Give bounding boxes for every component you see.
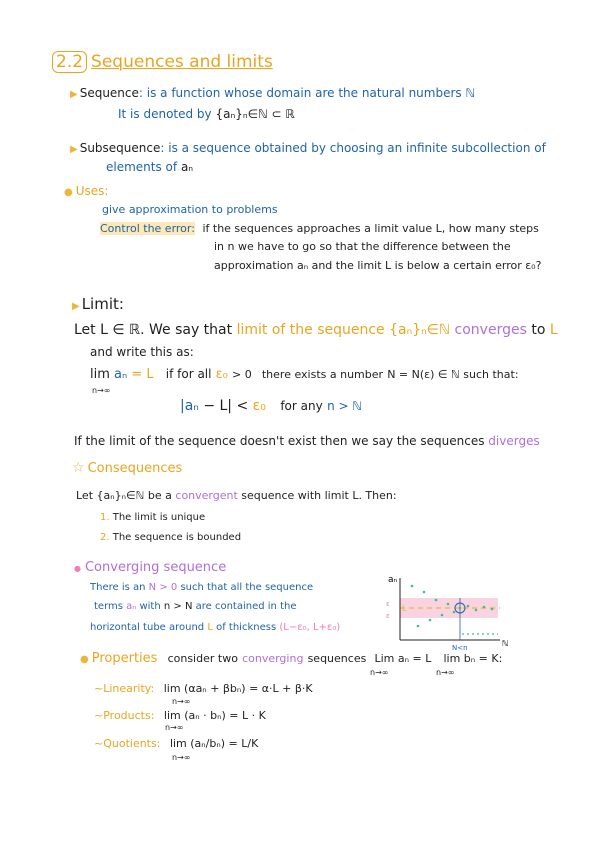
- lim-an: aₙ: [114, 367, 128, 382]
- limit-intro: [74, 322, 558, 338]
- eps-label-upper: ε: [386, 600, 390, 608]
- conv-l3b: L: [207, 622, 213, 633]
- conv-l2d: n > N: [163, 601, 193, 612]
- item-number: 1.: [100, 512, 110, 523]
- diverges-sentence: [74, 434, 540, 448]
- subsequence-definition: [70, 141, 546, 155]
- linearity-formula: lim (αaₙ + βbₙ) = α·L + β·K: [163, 682, 313, 695]
- quotients-row: [94, 737, 258, 750]
- linearity-sub: n→∞: [172, 697, 191, 706]
- prop-intro-1: consider two: [167, 652, 238, 665]
- subsequence-line1: : is a sequence obtained by choosing an infinite subcollection of: [160, 141, 546, 155]
- triangle-bullet-icon: ▶: [72, 301, 80, 312]
- lim-symbol: lim: [90, 367, 110, 382]
- consequences-heading-text: Consequences: [87, 461, 183, 476]
- prop-intro-3: sequences: [307, 652, 367, 665]
- lim-sub: n→∞: [92, 386, 111, 395]
- conv-l3d: (L−ε₀, L+ε₀): [279, 622, 341, 633]
- conv-l2e: are contained in the: [195, 601, 297, 612]
- item-text: The limit is unique: [112, 512, 206, 523]
- prop-intro-converging: converging: [242, 652, 304, 665]
- N-def: N = N(ε) ∈ ℕ such that:: [387, 368, 519, 381]
- diverges-text: If the limit of the sequence doesn't exist then we say the sequences: [74, 434, 485, 448]
- limit-intro-converges: converges: [454, 322, 527, 338]
- for-any: for any: [280, 399, 323, 413]
- denoted-notation: {aₙ}ₙ∈ℕ ⊂ ℝ: [215, 107, 295, 121]
- epsilon-condition: [180, 398, 362, 414]
- converging-line2: [94, 601, 296, 612]
- linearity-row: [94, 682, 313, 695]
- limit-intro-3: {aₙ}ₙ∈ℕ: [389, 322, 451, 338]
- prop-lim1: Lim aₙ = L: [374, 652, 432, 665]
- uses-heading: [64, 184, 108, 198]
- limit-intro-2: limit of the sequence: [236, 322, 385, 338]
- limit-heading-text: Limit:: [81, 295, 124, 313]
- dot-bullet-icon: ●: [74, 564, 81, 573]
- consequence-item-2: [100, 532, 241, 543]
- consequences-convergent: convergent: [175, 489, 238, 502]
- limit-definition: [90, 367, 519, 382]
- properties-heading-row: [80, 651, 502, 666]
- conv-l3c: of thickness: [216, 622, 277, 633]
- conv-l3a: horizontal tube around: [90, 622, 205, 633]
- subsequence-line2-text: elements of: [106, 160, 178, 174]
- converging-line3: [90, 622, 340, 633]
- subsequence-line2: [106, 160, 193, 174]
- products-label: ~Products:: [94, 709, 155, 722]
- uses-heading-text: Uses:: [75, 184, 109, 198]
- conv-l1c: such that all the sequence: [180, 582, 314, 593]
- triangle-bullet-icon: ▶: [70, 144, 78, 155]
- converging-heading-text: Converging sequence: [84, 560, 227, 575]
- uses-item-2: [100, 222, 539, 235]
- denoted-prefix: It is denoted by: [118, 107, 212, 121]
- there-exists: there exists a number: [261, 368, 384, 381]
- section-heading: Sequences and limits: [91, 52, 273, 72]
- quotients-label: ~Quotients:: [94, 737, 161, 750]
- consequences-intro: [76, 489, 397, 502]
- limit-intro-1: Let L ∈ ℝ. We say that: [74, 322, 233, 338]
- sequence-def-text: : is a function whose domain are the natural numbers ℕ: [138, 86, 476, 100]
- consequence-item-1: [100, 512, 205, 523]
- converging-sequence-graph: [372, 570, 512, 656]
- prop-lim1-sub: n→∞: [370, 668, 389, 677]
- dot-bullet-icon: ●: [80, 654, 89, 665]
- control-error-label: Control the error:: [100, 222, 195, 235]
- sequence-definition: [70, 86, 475, 100]
- sequence-term: Sequence: [79, 86, 139, 100]
- eps0: ε₀: [215, 367, 228, 382]
- linearity-label: ~Linearity:: [94, 682, 155, 695]
- abs-eps: ε₀: [252, 398, 266, 414]
- prop-lim2-sub: n→∞: [436, 668, 455, 677]
- L-label: L: [402, 604, 407, 613]
- abs-an: |aₙ: [180, 398, 199, 414]
- item-text: The sequence is bounded: [112, 532, 242, 543]
- eps-label-lower: ε: [386, 612, 390, 620]
- limit-intro-L: L: [549, 322, 558, 338]
- products-row: [94, 709, 266, 722]
- diverges-word: diverges: [488, 434, 540, 448]
- section-title: [52, 52, 273, 72]
- n-gt-N: n > ℕ: [327, 399, 363, 413]
- converging-heading: [74, 560, 226, 575]
- triangle-bullet-icon: ▶: [70, 89, 78, 100]
- consequences-intro-1: Let {aₙ}ₙ∈ℕ be a: [76, 489, 172, 502]
- conv-l2c: with: [139, 601, 161, 612]
- control-error-line2: in n we have to go so that the difference between the: [214, 240, 511, 253]
- conv-l2b: aₙ: [126, 601, 137, 612]
- uses-item-1: give approximation to problems: [102, 203, 278, 216]
- N-label: N<n: [452, 644, 468, 652]
- conv-l1a: There is an: [90, 582, 146, 593]
- properties-heading: Properties: [91, 651, 158, 666]
- quotients-formula: lim (aₙ/bₙ) = L/K: [169, 737, 259, 750]
- control-error-line3: approximation aₙ and the limit L is below a certain error ε₀?: [214, 259, 542, 272]
- y-axis-label: aₙ: [388, 575, 398, 585]
- lim-eq-L: = L: [131, 367, 154, 382]
- star-icon: ☆: [72, 460, 85, 476]
- if-for-all: if for all: [165, 367, 212, 381]
- sequence-denoted: [118, 107, 295, 121]
- control-error-line1: if the sequences approaches a limit value L, how many steps: [202, 222, 539, 235]
- item-number: 2.: [100, 532, 110, 543]
- consequences-heading: [72, 460, 182, 476]
- abs-rest: − L| <: [203, 398, 249, 414]
- subsequence-term: Subsequence: [79, 141, 161, 155]
- quotients-sub: n→∞: [172, 753, 191, 762]
- limit-heading: [72, 295, 124, 313]
- x-axis-label: ℕ: [502, 639, 509, 648]
- products-formula: lim (aₙ · bₙ) = L · K: [163, 709, 266, 722]
- limit-write-as: and write this as:: [90, 345, 194, 359]
- products-sub: n→∞: [165, 723, 184, 732]
- subsequence-symbol: aₙ: [180, 160, 194, 174]
- limit-intro-to: to: [531, 322, 546, 338]
- consequences-intro-3: sequence with limit L. Then:: [241, 489, 397, 502]
- conv-l2a: terms: [94, 601, 123, 612]
- dot-bullet-icon: ●: [64, 187, 73, 198]
- converging-line1: [90, 582, 313, 593]
- conv-l1b: N > 0: [148, 582, 178, 593]
- section-number: 2.2: [52, 51, 87, 73]
- gt0: > 0: [232, 368, 252, 381]
- prop-lim2: lim bₙ = K:: [443, 652, 503, 665]
